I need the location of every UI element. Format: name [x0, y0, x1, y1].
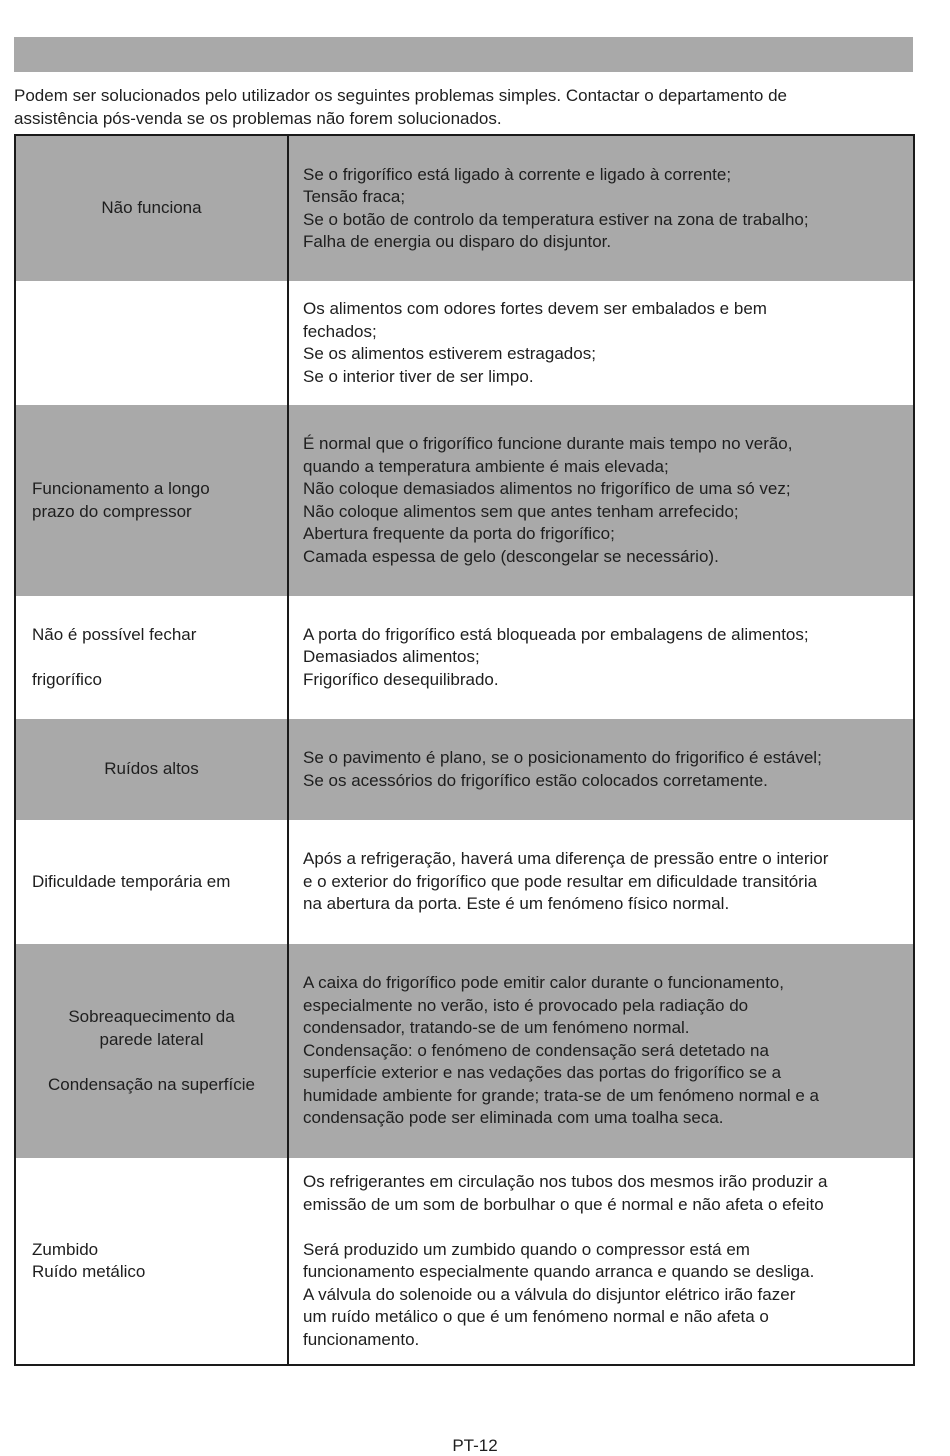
- solution-cell: [289, 820, 913, 944]
- solution-line: Se o interior tiver de ser limpo.: [303, 366, 534, 386]
- solution-line: na abertura da porta. Este é um fenómeno físico normal.: [303, 894, 730, 914]
- solution-line: Após a refrigeração, haverá uma diferença de pressão entre o interior: [303, 849, 829, 869]
- solution-line: um ruído metálico o que é um fenómeno normal e não afeta o: [303, 1307, 769, 1326]
- problem-cell: [16, 1158, 289, 1364]
- problem-cell: [16, 719, 289, 820]
- section-header-bar: [14, 37, 913, 72]
- solution-line: Condensação: o fenómeno de condensação será detetado na: [303, 1040, 769, 1060]
- solution-line: Os refrigerantes em circulação nos tubos dos mesmos irão produzir a: [303, 1172, 828, 1191]
- solution-line: emissão de um som de borbulhar o que é normal e não afeta o efeito: [303, 1194, 824, 1214]
- problem-line: Ruído metálico: [32, 1262, 146, 1281]
- solution-line: Será produzido um zumbido quando o compressor está em: [303, 1239, 750, 1259]
- solution-line: A porta do frigorífico está bloqueada por embalagens de alimentos;: [303, 624, 809, 644]
- solution-line: Frigorífico desequilibrado.: [303, 669, 499, 689]
- problem-line: Sobreaquecimento da: [68, 1007, 235, 1026]
- problem-line: Zumbido: [32, 1239, 99, 1259]
- problem-cell: [16, 281, 289, 405]
- solution-line: funcionamento especialmente quando arranca e quando se desliga.: [303, 1262, 815, 1281]
- solution-line: Tensão fraca;: [303, 187, 406, 206]
- solution-line: É normal que o frigorífico funcione durante mais tempo no verão,: [303, 434, 793, 453]
- solution-line: especialmente no verão, isto é provocado pela radiação do: [303, 995, 749, 1015]
- solution-line: A válvula do solenoide ou a válvula do disjuntor elétrico irão fazer: [303, 1284, 796, 1304]
- solution-line: superfície exterior e nas vedações das portas do frigorífico se a: [303, 1063, 782, 1083]
- solution-line: Demasiados alimentos;: [303, 647, 480, 667]
- solution-cell: [289, 405, 913, 596]
- page-number: PT-12: [452, 1436, 498, 1455]
- solution-line: Não coloque demasiados alimentos no frigorífico de uma só vez;: [303, 479, 791, 498]
- solution-line: fechados;: [303, 321, 377, 341]
- table-row: [16, 281, 913, 405]
- solution-line: A caixa do frigorífico pode emitir calor durante o funcionamento,: [303, 973, 784, 993]
- problem-line: Condensação na superfície: [48, 1074, 255, 1094]
- solution-line: Se o botão de controlo da temperatura estiver na zona de trabalho;: [303, 209, 809, 229]
- problem-line: parede lateral: [99, 1029, 204, 1049]
- solution-cell: [289, 136, 913, 281]
- table-row: [16, 596, 913, 719]
- troubleshooting-table: [14, 134, 915, 1366]
- problem-line: Não é possível fechar: [32, 624, 197, 644]
- solution-line: Camada espessa de gelo (descongelar se necessário).: [303, 546, 719, 566]
- table-row: [16, 944, 913, 1158]
- table-row: [16, 820, 913, 944]
- problem-line: Funcionamento a longo: [32, 479, 210, 498]
- problem-line: prazo do compressor: [32, 501, 192, 521]
- problem-cell: [16, 944, 289, 1158]
- problem-line: Não funciona: [101, 198, 202, 218]
- solution-cell: [289, 1158, 913, 1364]
- intro-line-1: Podem ser solucionados pelo utilizador os seguintes problemas simples. Contactar o departamento de: [14, 86, 787, 105]
- solution-line: condensador, tratando-se de um fenómeno normal.: [303, 1018, 690, 1038]
- solution-cell: [289, 944, 913, 1158]
- solution-line: Se os alimentos estiverem estragados;: [303, 344, 596, 363]
- problem-cell: [16, 596, 289, 719]
- solution-line: Se o frigorífico está ligado à corrente e ligado à corrente;: [303, 164, 732, 184]
- solution-line: Se os acessórios do frigorífico estão colocados corretamente.: [303, 770, 768, 790]
- solution-line: condensação pode ser eliminada com uma toalha seca.: [303, 1108, 724, 1128]
- table-row: [16, 719, 913, 820]
- solution-line: Se o pavimento é plano, se o posicionamento do frigorifico é estável;: [303, 748, 822, 767]
- solution-cell: [289, 719, 913, 820]
- problem-cell: [16, 136, 289, 281]
- problem-line: Ruídos altos: [104, 759, 199, 779]
- problem-cell: [16, 820, 289, 944]
- table-row: [16, 1158, 913, 1364]
- solution-line: funcionamento.: [303, 1329, 420, 1349]
- problem-line: Dificuldade temporária em: [32, 871, 231, 891]
- solution-line: Não coloque alimentos sem que antes tenham arrefecido;: [303, 501, 739, 521]
- solution-line: quando a temperatura ambiente é mais elevada;: [303, 456, 669, 476]
- problem-cell: [16, 405, 289, 596]
- intro-text: [14, 84, 914, 130]
- solution-line: Falha de energia ou disparo do disjuntor.: [303, 232, 612, 251]
- solution-cell: [289, 596, 913, 719]
- table-row: [16, 405, 913, 596]
- intro-line-2: assistência pós-venda se os problemas não forem solucionados.: [14, 109, 502, 128]
- solution-cell: [289, 281, 913, 405]
- table-row: [16, 136, 913, 281]
- solution-line: e o exterior do frigorífico que pode resultar em dificuldade transitória: [303, 871, 818, 891]
- solution-line: Abertura frequente da porta do frigorífico;: [303, 524, 615, 543]
- problem-line: frigorífico: [32, 669, 102, 689]
- solution-line: Os alimentos com odores fortes devem ser embalados e bem: [303, 299, 767, 318]
- solution-line: humidade ambiente for grande; trata-se de um fenómeno normal e a: [303, 1085, 819, 1105]
